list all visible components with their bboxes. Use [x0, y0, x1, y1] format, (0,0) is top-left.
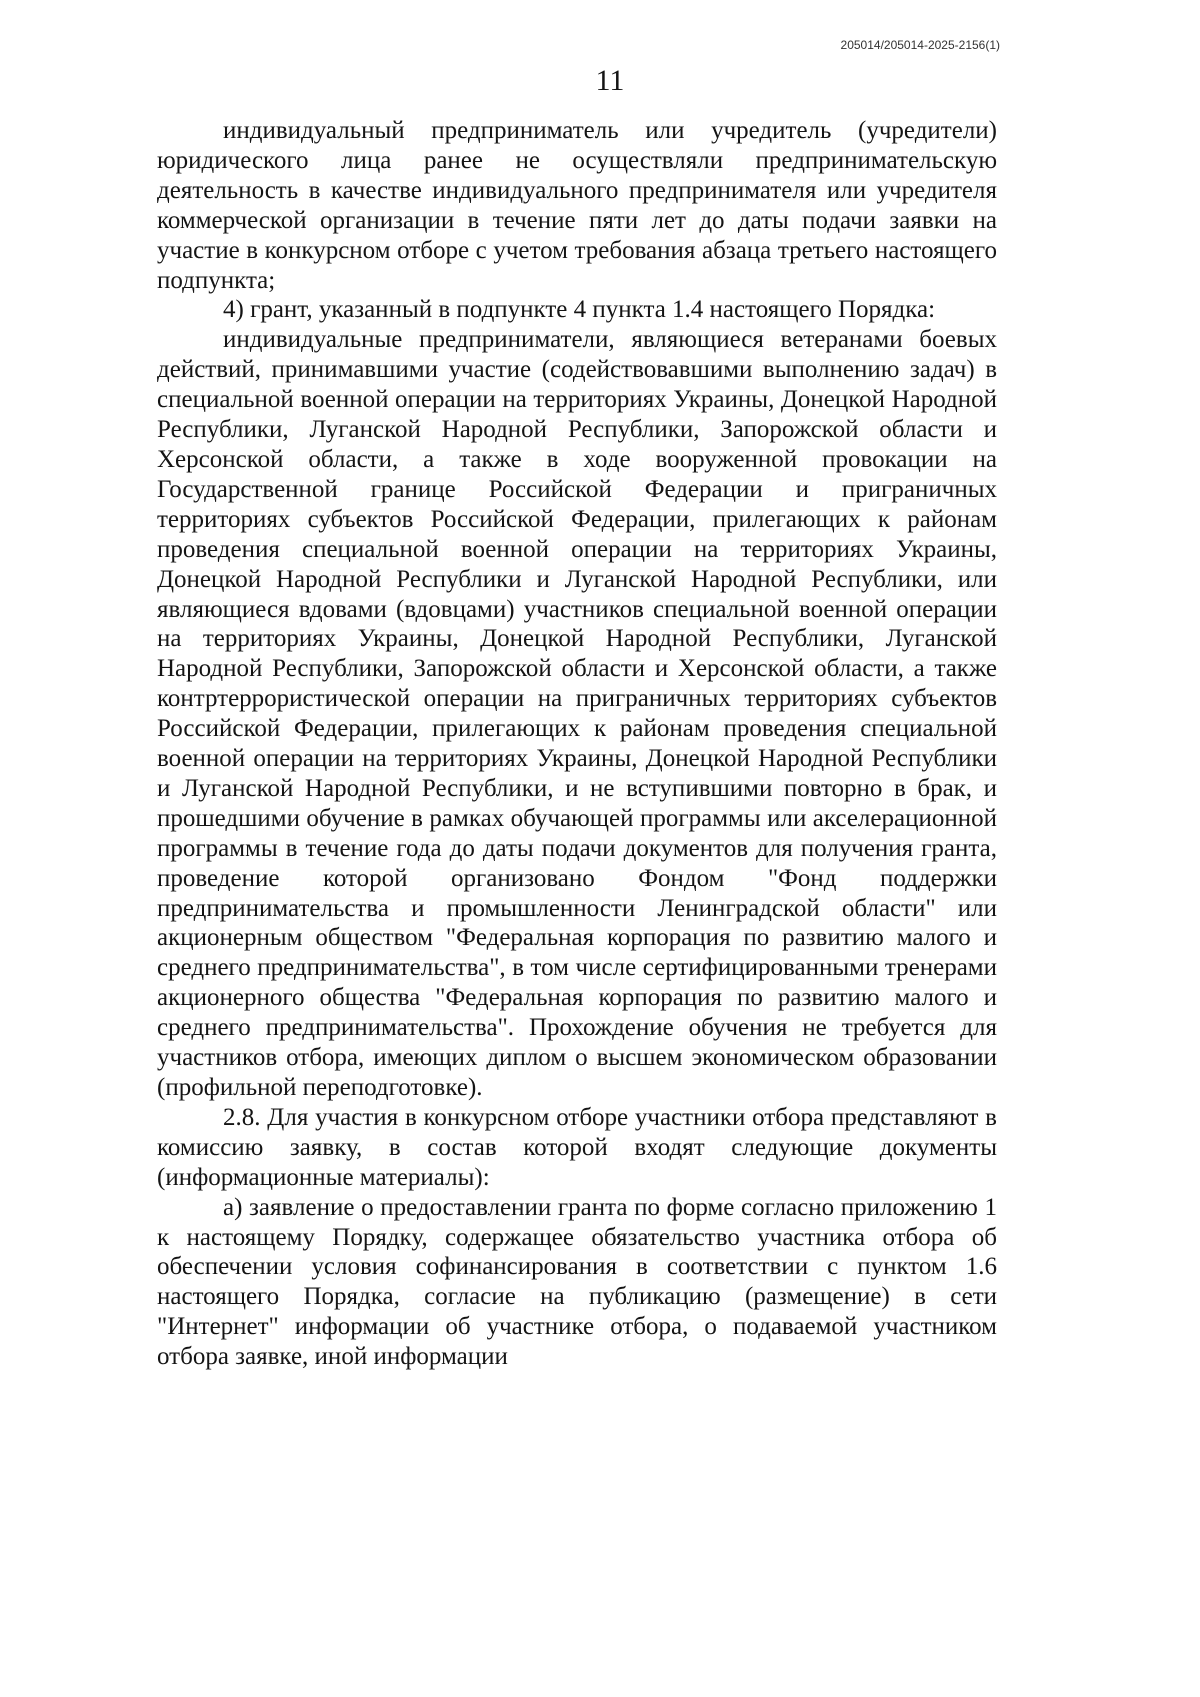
- paragraph-item-4-body: индивидуальные предприниматели, являющиеся ветеранами боевых действий, принимавшими участие (содействовавшими выполнению задач) в специальной военной операции на территориях Украины, Донецкой Народной Республики, Луганской Народной Республики, Запорожской области и Херсонской области, а также в ходе вооруженной провокации на Государственной границе Российской Федерации и приграничных территориях субъектов Российской Федерации, прилегающих к районам проведения специальной военной операции на территориях Украины, Донецкой Народной Республики и Луганской Народной Республики, или являющиеся вдовами (вдовцами) участников специальной военной операции на территориях Украины, Донецкой Народной Республики, Луганской Народной Республики, Запорожской области и Херсонской области, а также контртеррористической операции на приграничных территориях субъектов Российской Федерации, прилегающих к районам проведения специальной военной операции на территориях Украины, Донецкой Народной Республики и Луганской Народной Республики, и не вступившими повторно в брак, и прошедшими обучение в рамках обучающей программы или акселерационной программы в течение года до даты подачи документов для получения гранта, проведение которой организовано Фондом "Фонд поддержки предпринимательства и промышленности Ленинградской области" или акционерным обществом "Федеральная корпорация по развитию малого и среднего предпринимательства", в том числе сертифицированными тренерами акционерного общества "Федеральная корпорация по развитию малого и среднего предпринимательства". Прохождение обучения не требуется для участников отбора, имеющих диплом о высшем экономическом образовании (профильной переподготовке).: [157, 326, 997, 1101]
- paragraph-item-a: а) заявление о предоставлении гранта по форме согласно приложению 1 к настоящему Порядку, содержащее обязательство участника отбора об обеспечении условия софинансирования в соответствии с пунктом 1.6 настоящего Порядка, согласие на публикацию (размещение) в сети "Интернет" информации об участнике отбора, о подаваемой участником отбора заявке, иной информации: [157, 1193, 997, 1371]
- paragraph-section-2-8: 2.8. Для участия в конкурсном отборе участники отбора представляют в комиссию заявку, в состав которой входят следующие документы (информационные материалы):: [157, 1103, 997, 1191]
- document-body: [157, 116, 997, 1372]
- paragraph-continuation: индивидуальный предприниматель или учредитель (учредители) юридического лица ранее не осуществляли предпринимательскую деятельность в качестве индивидуального предпринимателя или учредителя коммерческой организации в течение пяти лет до даты подачи заявки на участие в конкурсном отборе с учетом требования абзаца третьего настоящего подпункта;: [157, 117, 997, 294]
- paragraph-item-4: 4) грант, указанный в подпункте 4 пункта 1.4 настоящего Порядка:: [223, 296, 936, 324]
- document-id: 205014/205014-2025-2156(1): [840, 38, 1000, 52]
- page-number: 11: [595, 64, 625, 97]
